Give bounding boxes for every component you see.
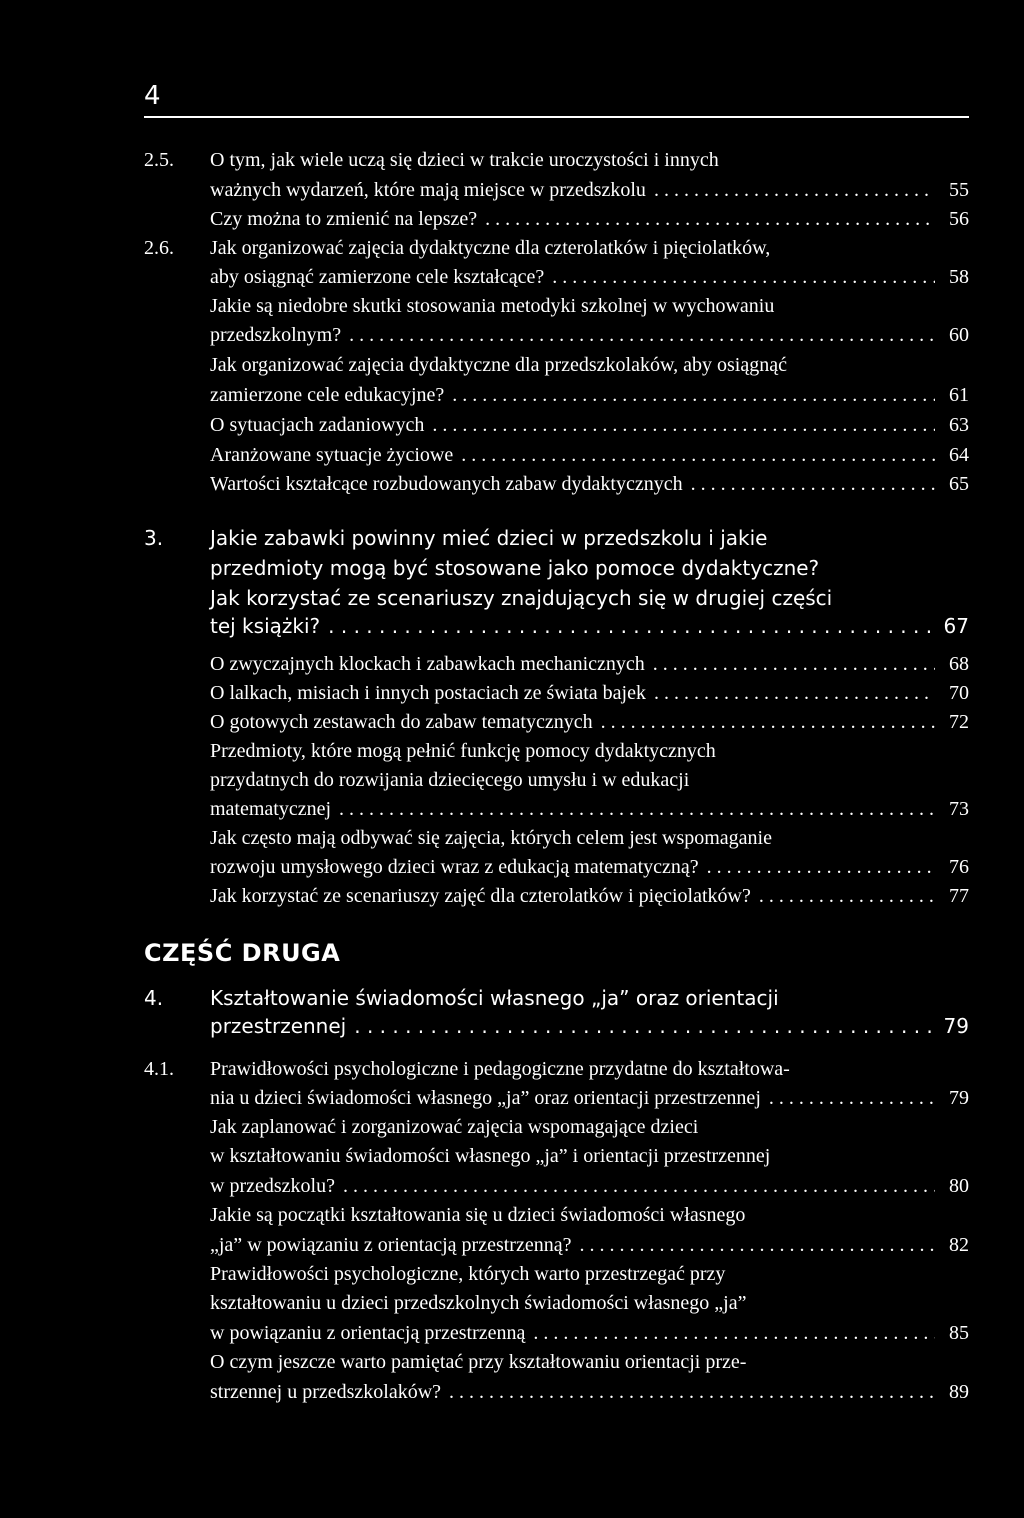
toc-page: 64 <box>949 444 969 466</box>
toc-line <box>210 1288 969 1318</box>
toc-line <box>210 1054 969 1084</box>
dot-leader <box>653 649 935 679</box>
toc-page: 58 <box>949 266 969 288</box>
toc-line <box>210 983 969 1013</box>
toc-text: przedszkolnym? <box>210 324 342 346</box>
toc-entry[interactable] <box>210 175 969 205</box>
toc-line <box>210 765 969 795</box>
chapter-number: 4. <box>144 986 164 1010</box>
dot-leader <box>449 1377 935 1407</box>
toc-text: Jak korzystać ze scenariuszy zajęć dla czterolatków i pięciolatków? <box>210 885 751 907</box>
toc-text: przestrzennej <box>210 1014 347 1038</box>
toc-line <box>210 350 969 380</box>
dot-leader <box>354 1011 935 1041</box>
page-number: 4 <box>144 81 161 111</box>
section-number: 4.1. <box>144 1058 174 1080</box>
dot-leader <box>654 175 935 205</box>
toc-text: Prawidłowości psychologiczne i pedagogiczne przydatne do kształtowa- <box>210 1058 790 1080</box>
toc-text: Jak korzystać ze scenariuszy znajdujących się w drugiej części <box>210 586 833 610</box>
chapter-number: 3. <box>144 526 164 550</box>
toc-text: nia u dzieci świadomości własnego „ja” oraz orientacji przestrzennej <box>210 1087 761 1109</box>
toc-text: Jak często mają odbywać się zajęcia, których celem jest wspomaganie <box>210 827 772 849</box>
toc-text: w przedszkolu? <box>210 1175 335 1197</box>
toc-entry[interactable] <box>210 469 969 499</box>
toc-entry[interactable] <box>210 1318 969 1348</box>
toc-text: rozwoju umysłowego dzieci wraz z edukacją matematyczną? <box>210 856 699 878</box>
toc-text: Przedmioty, które mogą pełnić funkcję pomocy dydaktycznych <box>210 740 716 762</box>
toc-entry[interactable] <box>210 707 969 737</box>
toc-page: 60 <box>949 324 969 346</box>
toc-page: 55 <box>949 179 969 201</box>
toc-page: 85 <box>949 1322 969 1344</box>
toc-entry[interactable] <box>210 204 969 234</box>
dot-leader <box>769 1083 935 1113</box>
toc-text: Jak organizować zajęcia dydaktyczne dla czterolatków i pięciolatków, <box>210 237 771 259</box>
toc-text: Jak organizować zajęcia dydaktyczne dla przedszkolaków, aby osiągnąć <box>210 354 787 376</box>
part-title: CZĘŚĆ DRUGA <box>144 939 341 967</box>
dot-leader <box>533 1318 935 1348</box>
dot-leader <box>461 440 935 470</box>
toc-page: 65 <box>949 473 969 495</box>
toc-entry[interactable] <box>210 1171 969 1201</box>
toc-text: Czy można to zmienić na lepsze? <box>210 208 478 230</box>
toc-entry[interactable] <box>210 611 969 641</box>
dot-leader <box>432 410 935 440</box>
toc-line <box>210 523 969 553</box>
toc-entry[interactable] <box>210 380 969 410</box>
toc-text: w powiązaniu z orientacją przestrzenną <box>210 1322 526 1344</box>
dot-leader <box>654 678 935 708</box>
toc-text: w kształtowaniu świadomości własnego „ja” i orientacji przestrzennej <box>210 1145 771 1167</box>
toc-line <box>210 1200 969 1230</box>
toc-page: 70 <box>949 682 969 704</box>
toc-entry[interactable] <box>210 649 969 679</box>
toc-line <box>210 583 969 613</box>
toc-text: kształtowaniu u dzieci przedszkolnych świadomości własnego „ja” <box>210 1292 747 1314</box>
toc-entry[interactable] <box>210 410 969 440</box>
toc-page: 56 <box>949 208 969 230</box>
dot-leader <box>349 320 935 350</box>
toc-text: strzennej u przedszkolaków? <box>210 1381 442 1403</box>
toc-text: Jakie są początki kształtowania się u dzieci świadomości własnego <box>210 1204 746 1226</box>
toc-entry[interactable] <box>210 1083 969 1113</box>
dot-leader <box>552 262 935 292</box>
toc-text: Wartości kształcące rozbudowanych zabaw dydaktycznych <box>210 473 683 495</box>
toc-text: aby osiągnąć zamierzone cele kształcące? <box>210 266 545 288</box>
dot-leader <box>601 707 935 737</box>
toc-page: 72 <box>949 711 969 733</box>
toc-entry[interactable] <box>210 1011 969 1041</box>
toc-text: O czym jeszcze warto pamiętać przy kształtowaniu orientacji prze- <box>210 1351 747 1373</box>
toc-page: 89 <box>949 1381 969 1403</box>
toc-text: O lalkach, misiach i innych postaciach ze świata bajek <box>210 682 646 704</box>
toc-entry[interactable] <box>210 881 969 911</box>
toc-page: 63 <box>949 414 969 436</box>
toc-page: 61 <box>949 384 969 406</box>
toc-text: tej książki? <box>210 614 321 638</box>
toc-page: 82 <box>949 1234 969 1256</box>
toc-page: 79 <box>949 1087 969 1109</box>
dot-leader <box>339 794 935 824</box>
toc-entry[interactable] <box>210 1230 969 1260</box>
toc-entry[interactable] <box>210 1377 969 1407</box>
toc-line <box>210 1112 969 1142</box>
toc-text: zamierzone cele edukacyjne? <box>210 384 445 406</box>
toc-line <box>210 291 969 321</box>
toc-text: Jakie zabawki powinny mieć dzieci w przedszkolu i jakie <box>210 526 768 550</box>
toc-entry[interactable] <box>210 678 969 708</box>
toc-text: „ja” w powiązaniu z orientacją przestrzenną? <box>210 1234 572 1256</box>
toc-text: Aranżowane sytuacje życiowe <box>210 444 454 466</box>
toc-entry[interactable] <box>210 320 969 350</box>
toc-text: Jakie są niedobre skutki stosowania metodyki szkolnej w wychowaniu <box>210 295 775 317</box>
toc-page: 76 <box>949 856 969 878</box>
toc-line <box>210 736 969 766</box>
toc-line <box>210 145 969 175</box>
toc-text: Prawidłowości psychologiczne, których warto przestrzegać przy <box>210 1263 726 1285</box>
toc-text: ważnych wydarzeń, które mają miejsce w przedszkolu <box>210 179 646 201</box>
dot-leader <box>579 1230 935 1260</box>
toc-text: O tym, jak wiele uczą się dzieci w trakcie uroczystości i innych <box>210 149 719 171</box>
dot-leader <box>691 469 935 499</box>
section-number: 2.5. <box>144 149 174 171</box>
toc-line <box>210 1259 969 1289</box>
dot-leader <box>343 1171 935 1201</box>
toc-page: 80 <box>949 1175 969 1197</box>
toc-entry[interactable] <box>210 440 969 470</box>
dot-leader <box>452 380 935 410</box>
dot-leader <box>759 881 935 911</box>
toc-line <box>210 823 969 853</box>
toc-text: Kształtowanie świadomości własnego „ja” oraz orientacji <box>210 986 779 1010</box>
toc-line <box>210 1141 969 1171</box>
toc-line <box>210 1347 969 1377</box>
toc-text: O gotowych zestawach do zabaw tematycznych <box>210 711 593 733</box>
toc-text: przedmioty mogą być stosowane jako pomoce dydaktyczne? <box>210 556 820 580</box>
toc-entry[interactable] <box>210 262 969 292</box>
toc-line <box>210 233 969 263</box>
toc-text: O sytuacjach zadaniowych <box>210 414 425 436</box>
toc-page: 67 <box>943 614 969 638</box>
toc-entry[interactable] <box>210 852 969 882</box>
dot-leader <box>328 611 935 641</box>
dot-leader <box>707 852 935 882</box>
toc-text: Jak zaplanować i zorganizować zajęcia wspomagające dzieci <box>210 1116 699 1138</box>
toc-entry[interactable] <box>210 794 969 824</box>
toc-page: 68 <box>949 653 969 675</box>
dot-leader <box>485 204 935 234</box>
toc-text: przydatnych do rozwijania dziecięcego umysłu i w edukacji <box>210 769 690 791</box>
toc-page: 79 <box>943 1014 969 1038</box>
toc-line <box>210 553 969 583</box>
toc-text: matematycznej <box>210 798 332 820</box>
header-rule <box>144 116 969 118</box>
section-number: 2.6. <box>144 237 174 259</box>
toc-page: 77 <box>949 885 969 907</box>
toc-page: 73 <box>949 798 969 820</box>
toc-text: O zwyczajnych klockach i zabawkach mechanicznych <box>210 653 645 675</box>
